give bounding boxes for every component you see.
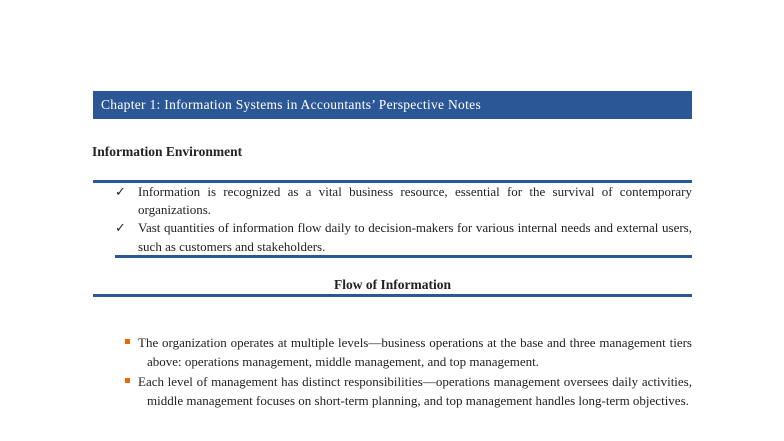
checkmark-icon: ✓	[115, 184, 126, 199]
list-item-text: The organization operates at multiple levels—business operations at the base and three management tiers above: operations management, middle management, and top management.	[138, 335, 692, 370]
bullet-list	[115, 333, 692, 410]
checkmark-icon: ✓	[115, 220, 126, 236]
list-item	[115, 372, 692, 411]
list-item-text: Vast quantities of information flow daily to decision-makers for various internal needs and external users, such as customers and stakeholders.	[138, 220, 692, 254]
list-item-text: Information is recognized as a vital business resource, essential for the survival of contemporary organizations.	[138, 184, 692, 218]
list-item	[115, 333, 692, 372]
divider	[93, 294, 692, 297]
list-item-text: Each level of management has distinct responsibilities—operations management oversees daily activities, middle management focuses on short-term planning, and top management handles long-term objectives.	[138, 373, 692, 408]
section-heading-information-environment: Information Environment	[92, 144, 243, 159]
chapter-title-banner: Chapter 1: Information Systems in Accountants’ Perspective Notes	[93, 91, 692, 119]
list-item	[115, 219, 692, 255]
divider	[115, 255, 692, 258]
checklist	[115, 183, 692, 256]
list-item	[115, 183, 692, 219]
section-heading-flow-of-information: Flow of Information	[334, 277, 451, 292]
square-bullet-icon	[125, 339, 130, 344]
square-bullet-icon	[125, 378, 130, 383]
